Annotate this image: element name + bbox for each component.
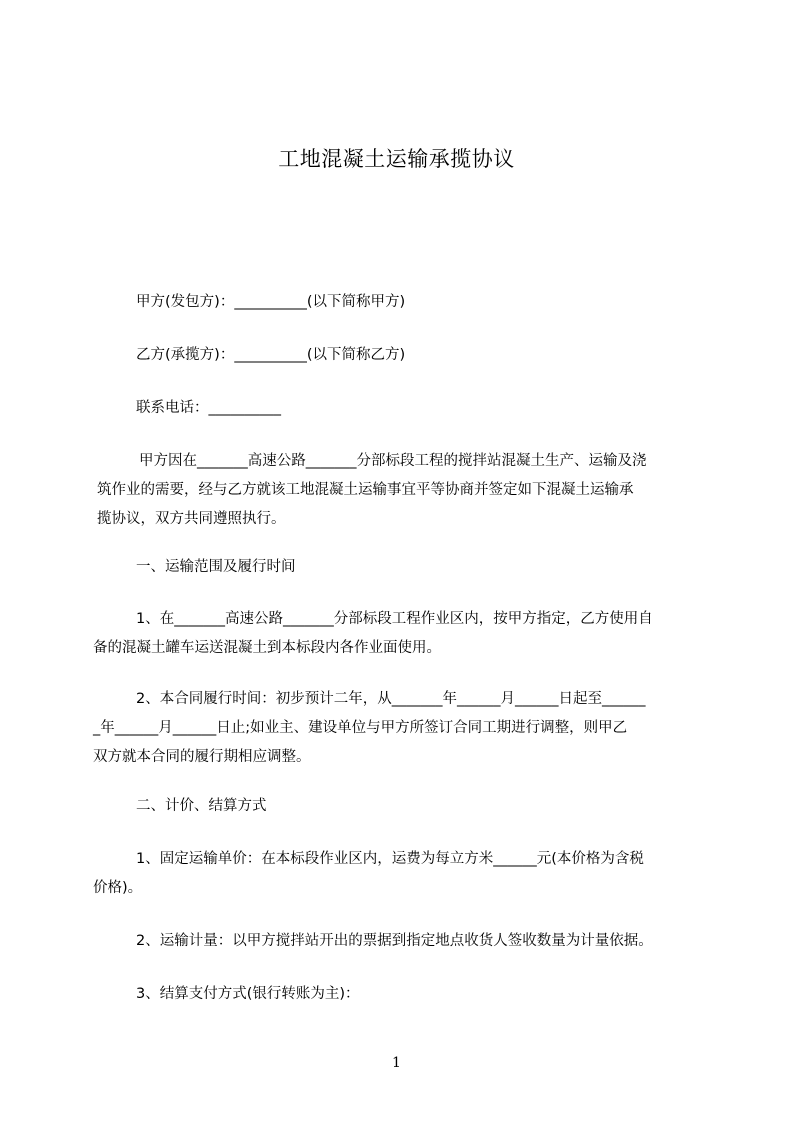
party-a-line: 甲方(发包方)：__________(以下简称甲方) <box>136 294 406 310</box>
intro-line-3: 揽协议，双方共同遵照执行。 <box>97 511 286 527</box>
section1-heading: 一、运输范围及履行时间 <box>136 559 296 575</box>
clause-1-2-line-1: 2、本合同履行时间：初步预计二年，从_______年______月______日起至______ <box>136 691 646 707</box>
clause-2-3: 3、结算支付方式(银行转账为主)： <box>136 986 360 1002</box>
clause-1-2-line-2: _年______月______日止;如业主、建设单位与甲方所签订合同工期进行调整，则甲乙 <box>93 720 628 736</box>
clause-1-1-line-2: 备的混凝土罐车运送混凝土到本标段内各作业面使用。 <box>93 640 441 656</box>
intro-paragraph <box>93 447 713 534</box>
intro-line-2: 筑作业的需要，经与乙方就该工地混凝土运输事宜平等协商并签定如下混凝土运输承 <box>97 482 634 498</box>
page-number: 1 <box>392 1055 401 1071</box>
clause-2-1 <box>93 845 713 903</box>
clause-2-1-line-2: 价格)。 <box>93 880 143 896</box>
clause-1-1-line-1: 1、在_______高速公路_______分部标段工程作业区内，按甲方指定，乙方使用自 <box>136 611 653 627</box>
party-b-line: 乙方(承揽方)：__________(以下简称乙方) <box>136 347 406 363</box>
phone-line: 联系电话：__________ <box>136 400 281 416</box>
clause-1-2 <box>93 685 713 772</box>
clause-1-1 <box>93 605 713 663</box>
clause-2-1-line-1: 1、固定运输单价：在本标段作业区内，运费为每立方米______元(本价格为含税 <box>136 851 644 867</box>
clause-1-2-line-3: 双方就本合同的履行期相应调整。 <box>93 749 311 765</box>
intro-line-1: 甲方因在_______高速公路_______分部标段工程的搅拌站混凝土生产、运输及浇 <box>139 453 647 469</box>
document-title: 工地混凝土运输承揽协议 <box>278 147 515 171</box>
section2-heading: 二、计价、结算方式 <box>136 798 267 814</box>
clause-2-2: 2、运输计量：以甲方搅拌站开出的票据到指定地点收货人签收数量为计量依据。 <box>136 933 653 949</box>
